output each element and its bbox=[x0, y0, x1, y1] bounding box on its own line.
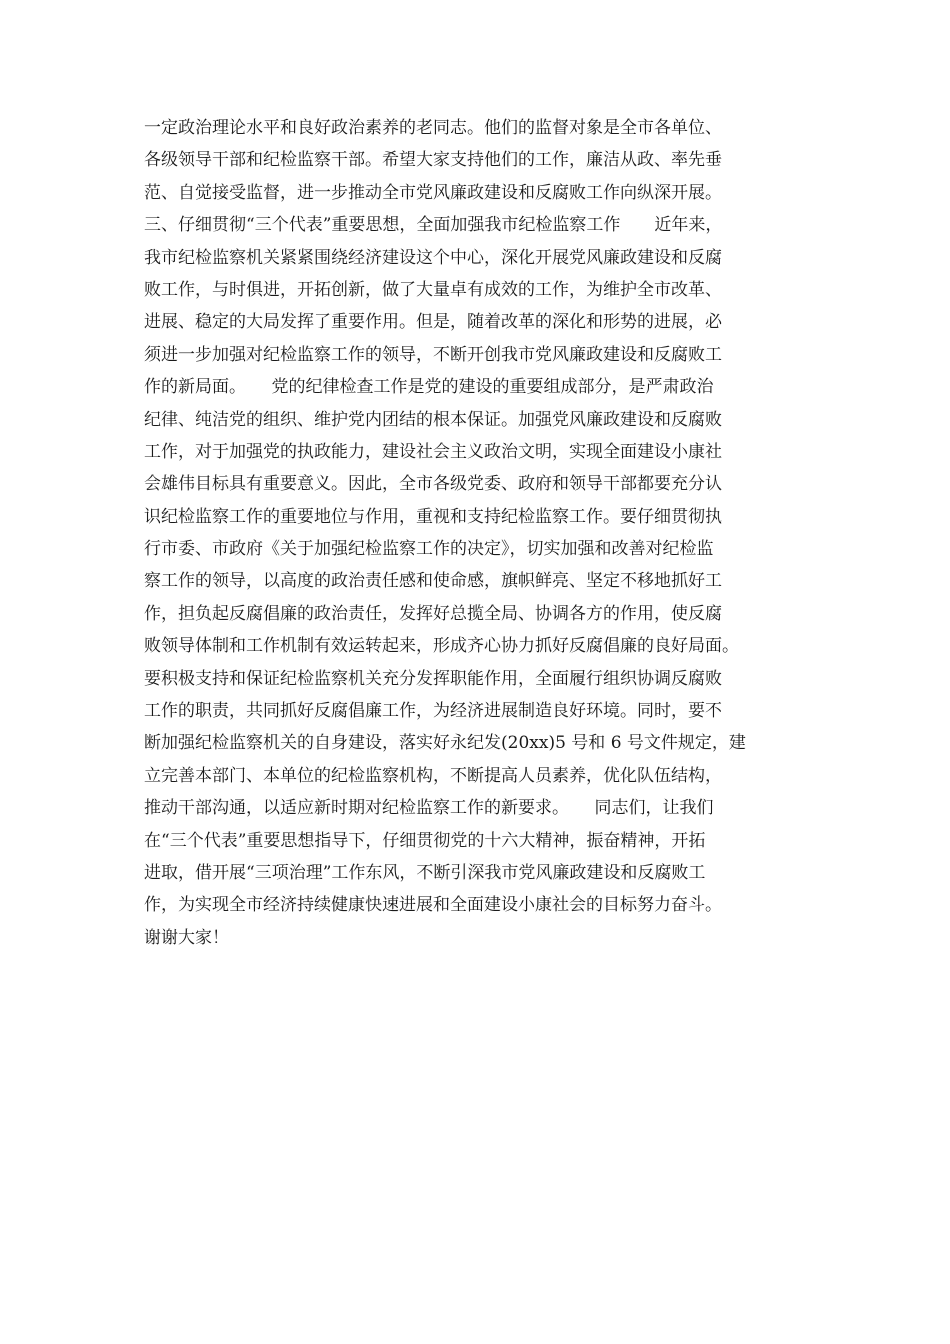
text-line: 纪律、纯洁党的组织、维护党内团结的根本保证。加强党风廉政建设和反腐败 bbox=[144, 409, 722, 430]
text-line: 须进一步加强对纪检监察工作的领导，不断开创我市党风廉政建设和反腐败工 bbox=[144, 344, 722, 365]
text-line: 识纪检监察工作的重要地位与作用，重视和支持纪检监察工作。要仔细贯彻执 bbox=[144, 506, 722, 527]
text-line: 各级领导干部和纪检监察干部。希望大家支持他们的工作，廉洁从政、率先垂 bbox=[144, 150, 722, 171]
text-line: 察工作的领导，以高度的政治责任感和使命感，旗帜鲜亮、坚定不移地抓好工 bbox=[144, 571, 722, 592]
text-line: 一定政治理论水平和良好政治素养的老同志。他们的监督对象是全市各单位、 bbox=[144, 118, 722, 138]
document-body-text bbox=[144, 112, 814, 954]
text-line: 作，担负起反腐倡廉的政治责任，发挥好总揽全局、协调各方的作用，使反腐 bbox=[144, 603, 722, 624]
text-line: 工作的职责，共同抓好反腐倡廉工作，为经济进展制造良好环境。同时，要不 bbox=[144, 701, 722, 722]
text-line: 范、自觉接受监督，进一步推动全市党风廉政建设和反腐败工作向纵深开展。 bbox=[144, 182, 722, 203]
text-line: 进展、稳定的大局发挥了重要作用。但是，随着改革的深化和形势的进展，必 bbox=[144, 312, 722, 333]
text-line: 要积极支持和保证纪检监察机关充分发挥职能作用，全面履行组织协调反腐败 bbox=[144, 668, 722, 689]
text-line: 败工作，与时俱进，开拓创新，做了大量卓有成效的工作，为维护全市改革、 bbox=[144, 279, 722, 300]
section-heading-line: 三、仔细贯彻“三个代表”重要思想，全面加强我市纪检监察工作 近年来， bbox=[144, 215, 723, 236]
text-line: 断加强纪检监察机关的自身建设，落实好永纪发(20xx)5 号和 6 号文件规定，建 bbox=[144, 733, 746, 754]
text-line: 在“三个代表”重要思想指导下，仔细贯彻党的十六大精神，振奋精神，开拓 bbox=[144, 830, 706, 851]
text-line: 会雄伟目标具有重要意义。因此，全市各级党委、政府和领导干部都要充分认 bbox=[144, 474, 722, 495]
text-line: 工作，对于加强党的执政能力，建设社会主义政治文明，实现全面建设小康社 bbox=[144, 441, 722, 462]
text-line: 行市委、市政府《关于加强纪检监察工作的决定》，切实加强和改善对纪检监 bbox=[144, 539, 714, 560]
text-line: 立完善本部门、本单位的纪检监察机构，不断提高人员素养，优化队伍结构， bbox=[144, 765, 722, 786]
text-line: 败领导体制和工作机制有效运转起来，形成齐心协力抓好反腐倡廉的良好局面。 bbox=[144, 636, 739, 657]
text-line: 进取，借开展“三项治理”工作东风，不断引深我市党风廉政建设和反腐败工 bbox=[144, 862, 706, 883]
text-line: 推动干部沟通，以适应新时期对纪检监察工作的新要求。 同志们，让我们 bbox=[144, 798, 714, 819]
closing-line: 谢谢大家！ bbox=[144, 927, 229, 948]
text-line: 我市纪检监察机关紧紧围绕经济建设这个中心，深化开展党风廉政建设和反腐 bbox=[144, 247, 722, 268]
text-line: 作，为实现全市经济持续健康快速进展和全面建设小康社会的目标努力奋斗。 bbox=[144, 895, 722, 916]
text-line: 作的新局面。 党的纪律检查工作是党的建设的重要组成部分，是严肃政治 bbox=[144, 377, 714, 398]
